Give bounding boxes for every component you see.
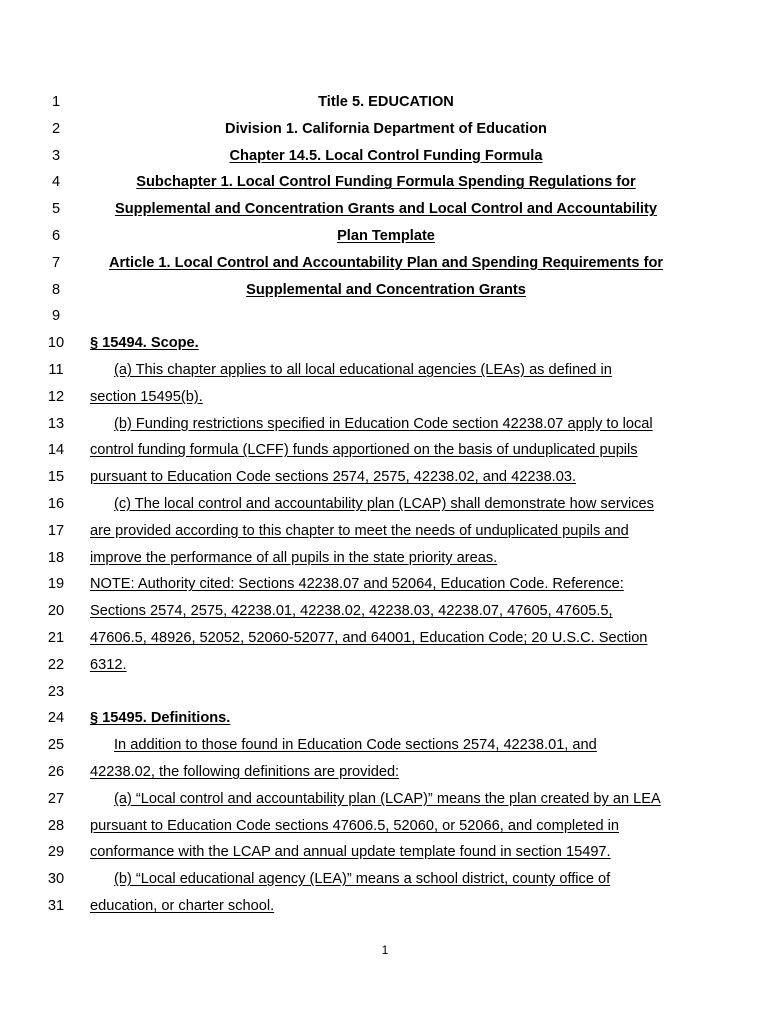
line-number: 18 xyxy=(47,549,65,566)
document-line xyxy=(0,491,770,518)
line-number: 19 xyxy=(47,576,65,593)
line-number: 12 xyxy=(47,388,65,405)
line-number: 3 xyxy=(51,147,61,164)
line-text-content: § 15494. Scope. xyxy=(90,335,199,352)
line-text-content: Title 5. EDUCATION xyxy=(318,94,454,110)
line-text xyxy=(90,625,682,652)
line-text xyxy=(90,545,682,572)
line-number: 7 xyxy=(51,254,61,271)
line-number: 11 xyxy=(48,361,64,378)
document-line xyxy=(0,732,770,759)
line-text-content: pursuant to Education Code sections 2574, 2575, 42238.02, and 42238.03. xyxy=(90,469,577,486)
line-text xyxy=(90,330,682,357)
line-text xyxy=(90,277,682,304)
line-text-content: (b) “Local educational agency (LEA)” means a school district, county office of xyxy=(114,871,611,888)
line-number: 2 xyxy=(51,120,61,137)
line-text-content: improve the performance of all pupils in the state priority areas. xyxy=(90,549,498,566)
document-line xyxy=(0,250,770,277)
line-text-content: (a) “Local control and accountability plan (LCAP)” means the plan created by an LEA xyxy=(114,790,661,807)
line-number: 27 xyxy=(47,790,65,807)
line-number: 29 xyxy=(47,844,65,861)
line-text xyxy=(90,518,682,545)
line-text-content: conformance with the LCAP and annual update template found in section 15497. xyxy=(90,844,611,861)
document-line xyxy=(0,786,770,813)
line-text xyxy=(90,786,682,813)
document-line xyxy=(0,411,770,438)
document-line xyxy=(0,625,770,652)
document-line xyxy=(0,196,770,223)
line-text-content: pursuant to Education Code sections 47606.5, 52060, or 52066, and completed in xyxy=(90,817,619,834)
document-line xyxy=(0,89,770,116)
line-number: 4 xyxy=(51,174,61,191)
line-text-content: Article 1. Local Control and Accountability Plan and Spending Requirements for xyxy=(108,254,664,271)
line-text xyxy=(90,411,682,438)
line-text xyxy=(90,143,682,170)
page-number: 1 xyxy=(381,943,389,957)
line-text xyxy=(90,571,682,598)
line-text-content: control funding formula (LCFF) funds apportioned on the basis of unduplicated pupils xyxy=(90,442,638,459)
line-text-content: section 15495(b). xyxy=(90,388,203,405)
line-number: 17 xyxy=(47,522,65,539)
line-text xyxy=(90,652,682,679)
document-line xyxy=(0,169,770,196)
document-line xyxy=(0,303,770,330)
document-line xyxy=(0,545,770,572)
line-text-content: Supplemental and Concentration Grants xyxy=(246,281,526,298)
document-line xyxy=(0,813,770,840)
line-text-content: In addition to those found in Education Code sections 2574, 42238.01, and xyxy=(114,737,597,754)
line-text-content: are provided according to this chapter to meet the needs of unduplicated pupils and xyxy=(90,522,629,539)
line-number: 5 xyxy=(51,201,61,218)
line-text xyxy=(90,196,682,223)
document-line xyxy=(0,357,770,384)
line-number: 28 xyxy=(47,817,65,834)
line-text-content: Division 1. California Department of Education xyxy=(225,120,547,137)
line-text xyxy=(90,491,682,518)
line-text xyxy=(90,384,682,411)
document-line xyxy=(0,598,770,625)
document-line xyxy=(0,464,770,491)
line-numbered-body xyxy=(0,89,770,920)
line-text-content: education, or charter school. xyxy=(90,897,275,914)
line-number: 13 xyxy=(47,415,65,432)
line-text xyxy=(90,169,682,196)
line-text xyxy=(90,759,682,786)
line-text-content: NOTE: Authority cited: Sections 42238.07 and 52064, Education Code. Reference: xyxy=(90,576,624,593)
line-text xyxy=(90,89,682,116)
line-text-content: § 15495. Definitions. xyxy=(90,710,231,727)
line-number: 8 xyxy=(51,281,61,298)
document-line xyxy=(0,759,770,786)
document-line xyxy=(0,330,770,357)
line-text xyxy=(90,116,682,143)
line-text xyxy=(90,893,682,920)
line-text xyxy=(90,732,682,759)
document-line xyxy=(0,679,770,706)
line-text-content: Chapter 14.5. Local Control Funding Formula xyxy=(229,147,543,164)
line-number: 24 xyxy=(47,710,65,727)
line-number: 20 xyxy=(47,603,65,620)
line-text-content: Supplemental and Concentration Grants and Local Control and Accountability xyxy=(115,201,657,218)
line-text xyxy=(90,464,682,491)
line-text-content: 47606.5, 48926, 52052, 52060-52077, and 64001, Education Code; 20 U.S.C. Section xyxy=(90,629,648,646)
line-number: 15 xyxy=(47,469,65,486)
line-text xyxy=(90,839,682,866)
document-line xyxy=(0,116,770,143)
line-text-content: Plan Template xyxy=(337,227,435,244)
line-number: 31 xyxy=(47,897,65,914)
line-number: 23 xyxy=(47,683,65,700)
line-text xyxy=(90,250,682,277)
line-number: 21 xyxy=(47,629,65,646)
line-text xyxy=(90,223,682,250)
line-number: 26 xyxy=(47,763,65,780)
document-line xyxy=(0,518,770,545)
line-text-content: 42238.02, the following definitions are provided: xyxy=(90,763,400,780)
line-number: 10 xyxy=(47,335,65,352)
line-text-content: (c) The local control and accountability plan (LCAP) shall demonstrate how services xyxy=(114,495,654,512)
line-text xyxy=(90,866,682,893)
line-number: 6 xyxy=(51,227,61,244)
document-line xyxy=(0,571,770,598)
document-line xyxy=(0,652,770,679)
document-line xyxy=(0,277,770,304)
line-number: 14 xyxy=(47,442,65,459)
document-line xyxy=(0,839,770,866)
line-text-content: (b) Funding restrictions specified in Education Code section 42238.07 apply to local xyxy=(114,415,653,432)
line-text xyxy=(90,598,682,625)
document-line xyxy=(0,223,770,250)
document-line xyxy=(0,437,770,464)
line-text xyxy=(90,813,682,840)
line-number: 22 xyxy=(47,656,65,673)
line-number: 30 xyxy=(47,871,65,888)
line-number: 16 xyxy=(47,495,65,512)
line-text-content: (a) This chapter applies to all local educational agencies (LEAs) as defined in xyxy=(114,361,612,378)
line-number: 25 xyxy=(47,737,65,754)
document-line xyxy=(0,866,770,893)
line-number: 1 xyxy=(51,94,61,110)
line-text xyxy=(90,357,682,384)
line-number: 9 xyxy=(51,308,61,325)
document-line xyxy=(0,384,770,411)
document-line xyxy=(0,705,770,732)
document-line xyxy=(0,893,770,920)
line-text-content: 6312. xyxy=(90,656,127,673)
line-text xyxy=(90,705,682,732)
line-text-content: Sections 2574, 2575, 42238.01, 42238.02, 42238.03, 42238.07, 47605, 47605.5, xyxy=(90,603,613,620)
document-line xyxy=(0,143,770,170)
line-text xyxy=(90,437,682,464)
line-text-content: Subchapter 1. Local Control Funding Formula Spending Regulations for xyxy=(136,174,636,191)
